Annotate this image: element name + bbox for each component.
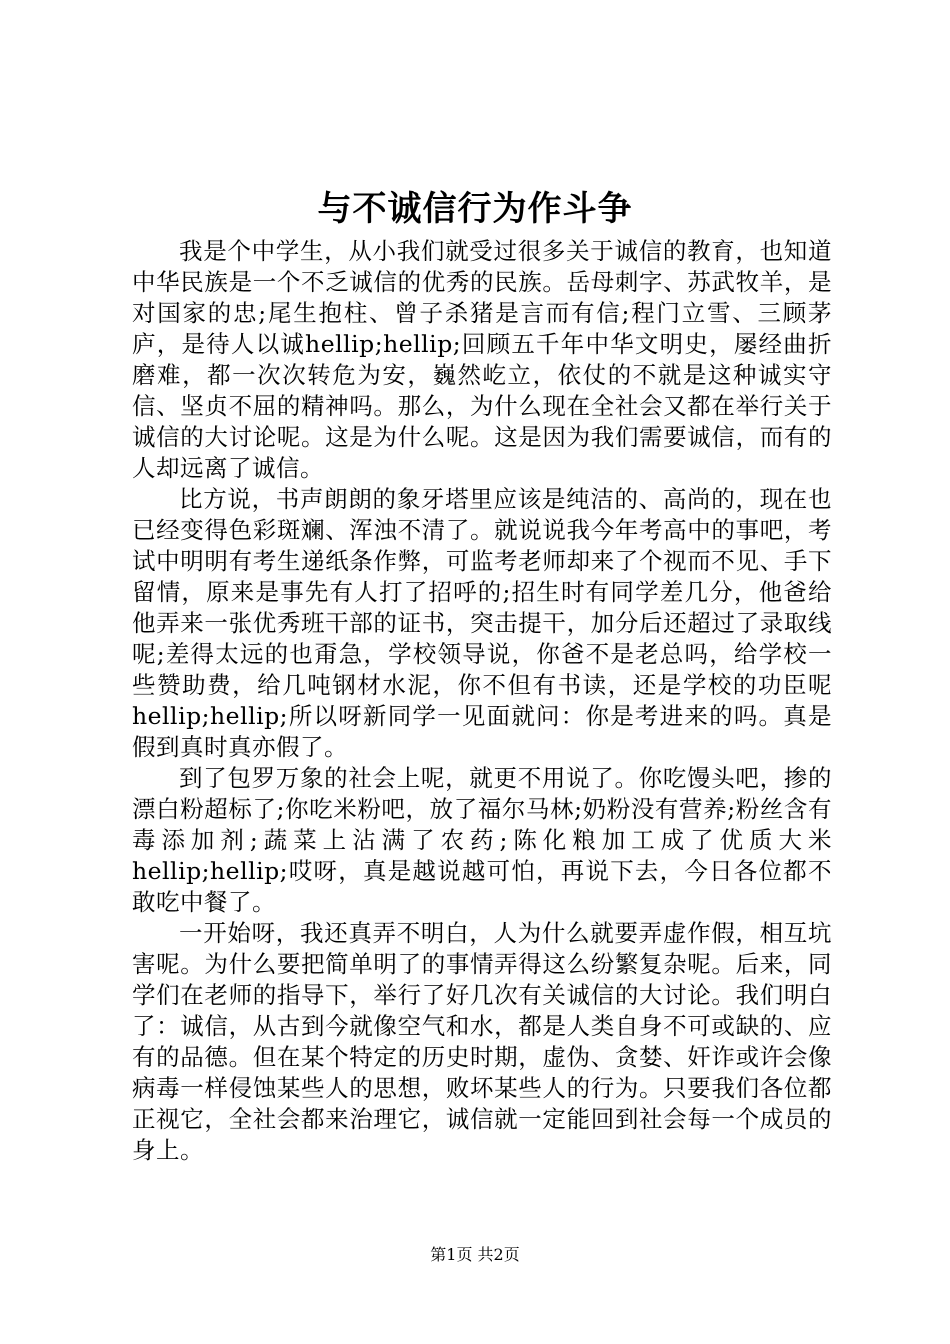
paragraph-1: 我是个中学生，从小我们就受过很多关于诚信的教育，也知道中华民族是一个不乏诚信的优秀的民族。岳母刺字、苏武牧羊，是对国家的忠;尾生抱柱、曾子杀猪是言而有信;程门立雪、三顾茅庐，是待人以诚hellip;hellip;回顾五千年中华文明史，屡经曲折磨难，都一次次转危为安，巍然屹立，依仗的不就是这种诚实守信、坚贞不屈的精神吗。那么，为什么现在全社会又都在举行关于诚信的大讨论呢。这是为什么呢。这是因为我们需要诚信，而有的人却远离了诚信。 [132, 237, 832, 482]
paragraph-4: 一开始呀，我还真弄不明白，人为什么就要弄虚作假，相互坑害呢。为什么要把简单明了的事情弄得这么纷繁复杂呢。后来，同学们在老师的指导下，举行了好几次有关诚信的大讨论。我们明白了：诚信，从古到今就像空气和水，都是人类自身不可或缺的、应有的品德。但在某个特定的历史时期，虚伪、贪婪、奸诈或许会像病毒一样侵蚀某些人的思想，败坏某些人的行为。只要我们各位都正视它，全社会都来治理它，诚信就一定能回到社会每一个成员的身上。 [132, 919, 832, 1164]
paragraph-3: 到了包罗万象的社会上呢，就更不用说了。你吃馒头吧，掺的漂白粉超标了;你吃米粉吧，放了福尔马林;奶粉没有营养;粉丝含有毒添加剂;蔬菜上沾满了农药;陈化粮加工成了优质大米hellip;hellip;哎呀，真是越说越可怕，再说下去，今日各位都不敢吃中餐了。 [132, 764, 832, 916]
page-number-footer: 第1页 共2页 [430, 1245, 520, 1264]
paragraph-2: 比方说，书声朗朗的象牙塔里应该是纯洁的、高尚的，现在也已经变得色彩斑斓、浑浊不清了。就说说我今年考高中的事吧，考试中明明有考生递纸条作弊，可监考老师却来了个视而不见、手下留情，原来是事先有人打了招呼的;招生时有同学差几分，他爸给他弄来一张优秀班干部的证书，突击提干，加分后还超过了录取线呢;差得太远的也甭急，学校领导说，你爸不是老总吗，给学校一些赞助费，给几吨钢材水泥，你不但有书读，还是学校的功臣呢hellip;hellip;所以呀新同学一见面就问：你是考进来的吗。真是假到真时真亦假了。 [132, 485, 832, 761]
document-body [132, 236, 832, 1166]
document-title: 与不诚信行为作斗争 [317, 189, 633, 229]
